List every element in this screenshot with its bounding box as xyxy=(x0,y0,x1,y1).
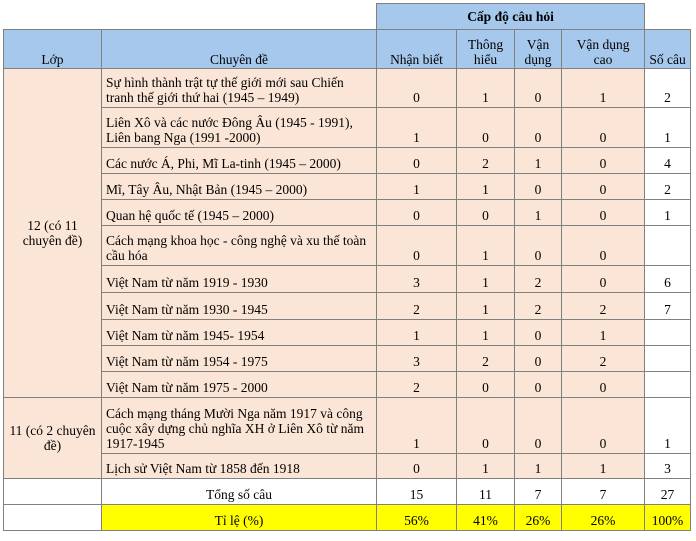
table-row xyxy=(4,266,691,293)
so-cau-value: 2 xyxy=(645,174,691,200)
van-dung-cao-value: 0 xyxy=(562,148,645,174)
van-dung-cao-value: 0 xyxy=(562,108,645,148)
van-dung-value: 0 xyxy=(515,372,562,398)
header-blank-topic xyxy=(102,4,377,30)
col-van-dung-header: Vận dụng xyxy=(515,30,562,69)
so-cau-value xyxy=(645,372,691,398)
header-row-2 xyxy=(4,30,691,69)
table-row xyxy=(4,148,691,174)
van-dung-cao-value: 0 xyxy=(562,398,645,454)
topic-cell: Liên Xô và các nước Đông Âu (1945 - 1991), Liên bang Nga (1991 -2000) xyxy=(102,108,377,148)
van-dung-cao-value: 1 xyxy=(562,320,645,346)
topic-cell: Các nước Á, Phi, Mĩ La-tinh (1945 – 2000) xyxy=(102,148,377,174)
table-row xyxy=(4,226,691,266)
so-cau-value: 1 xyxy=(645,200,691,226)
nhan-biet-value: 0 xyxy=(377,226,457,266)
table-row xyxy=(4,200,691,226)
nhan-biet-value: 1 xyxy=(377,108,457,148)
table-row xyxy=(4,372,691,398)
van-dung-cao-value: 0 xyxy=(562,174,645,200)
topic-cell: Việt Nam từ năm 1975 - 2000 xyxy=(102,372,377,398)
nhan-biet-value: 3 xyxy=(377,266,457,293)
topic-cell: Việt Nam từ năm 1945- 1954 xyxy=(102,320,377,346)
ratio-so-cau: 100% xyxy=(645,505,691,531)
van-dung-cao-value: 0 xyxy=(562,372,645,398)
totals-blank xyxy=(4,479,102,505)
van-dung-value: 2 xyxy=(515,293,562,320)
van-dung-cao-value: 2 xyxy=(562,293,645,320)
ratio-label: Tỉ lệ (%) xyxy=(102,505,377,531)
table-row xyxy=(4,346,691,372)
so-cau-value xyxy=(645,320,691,346)
topic-cell: Quan hệ quốc tế (1945 – 2000) xyxy=(102,200,377,226)
header-blank-left xyxy=(4,4,102,30)
table-row xyxy=(4,174,691,200)
nhan-biet-value: 0 xyxy=(377,69,457,108)
nhan-biet-value: 0 xyxy=(377,454,457,479)
ratio-thong-hieu: 41% xyxy=(457,505,515,531)
table-row xyxy=(4,69,691,108)
van-dung-value: 0 xyxy=(515,346,562,372)
so-cau-value xyxy=(645,346,691,372)
col-van-dung-cao-header: Vận dụng cao xyxy=(562,30,645,69)
thong-hieu-value: 1 xyxy=(457,266,515,293)
so-cau-value: 7 xyxy=(645,293,691,320)
so-cau-value: 2 xyxy=(645,69,691,108)
topic-cell: Cách mạng tháng Mười Nga năm 1917 và công cuộc xây dựng chủ nghĩa XH ở Liên Xô từ năm 1917-1945 xyxy=(102,398,377,454)
thong-hieu-value: 1 xyxy=(457,293,515,320)
table-row xyxy=(4,454,691,479)
grade-12-cell: 12 (có 11 chuyên đề) xyxy=(4,69,102,398)
van-dung-value: 0 xyxy=(515,398,562,454)
van-dung-value: 0 xyxy=(515,108,562,148)
col-chuyen-de-header: Chuyên đề xyxy=(102,30,377,69)
ratio-row xyxy=(4,505,691,531)
van-dung-cao-value: 2 xyxy=(562,346,645,372)
van-dung-value: 1 xyxy=(515,148,562,174)
thong-hieu-value: 1 xyxy=(457,454,515,479)
ratio-blank xyxy=(4,505,102,531)
nhan-biet-value: 1 xyxy=(377,174,457,200)
van-dung-cao-value: 0 xyxy=(562,266,645,293)
totals-van-dung-cao: 7 xyxy=(562,479,645,505)
totals-van-dung: 7 xyxy=(515,479,562,505)
nhan-biet-value: 3 xyxy=(377,346,457,372)
nhan-biet-value: 2 xyxy=(377,293,457,320)
so-cau-value xyxy=(645,226,691,266)
topic-cell: Mĩ, Tây Âu, Nhật Bản (1945 – 2000) xyxy=(102,174,377,200)
van-dung-value: 0 xyxy=(515,69,562,108)
nhan-biet-value: 2 xyxy=(377,372,457,398)
thong-hieu-value: 0 xyxy=(457,108,515,148)
van-dung-value: 0 xyxy=(515,174,562,200)
van-dung-value: 0 xyxy=(515,320,562,346)
totals-label: Tổng số câu xyxy=(102,479,377,505)
topic-cell: Lịch sử Việt Nam từ 1858 đến 1918 xyxy=(102,454,377,479)
topic-cell: Việt Nam từ năm 1919 - 1930 xyxy=(102,266,377,293)
topic-cell: Việt Nam từ năm 1954 - 1975 xyxy=(102,346,377,372)
ratio-nhan-biet: 56% xyxy=(377,505,457,531)
topic-cell: Cách mạng khoa học - công nghệ và xu thế toàn cầu hóa xyxy=(102,226,377,266)
table-row xyxy=(4,320,691,346)
col-so-cau-header: Số câu xyxy=(645,30,691,69)
thong-hieu-value: 0 xyxy=(457,200,515,226)
table-row xyxy=(4,398,691,454)
totals-nhan-biet: 15 xyxy=(377,479,457,505)
van-dung-value: 2 xyxy=(515,266,562,293)
topic-cell: Sự hình thành trật tự thế giới mới sau Chiến tranh thế giới thứ hai (1945 – 1949) xyxy=(102,69,377,108)
nhan-biet-value: 1 xyxy=(377,398,457,454)
thong-hieu-value: 1 xyxy=(457,69,515,108)
nhan-biet-value: 0 xyxy=(377,200,457,226)
thong-hieu-value: 1 xyxy=(457,174,515,200)
header-row-1 xyxy=(4,4,691,30)
thong-hieu-value: 2 xyxy=(457,148,515,174)
van-dung-value: 1 xyxy=(515,454,562,479)
van-dung-cao-value: 1 xyxy=(562,454,645,479)
totals-so-cau: 27 xyxy=(645,479,691,505)
totals-row xyxy=(4,479,691,505)
header-blank-right xyxy=(645,4,691,30)
col-lop-header: Lớp xyxy=(4,30,102,69)
thong-hieu-value: 1 xyxy=(457,226,515,266)
col-thong-hieu-header: Thông hiểu xyxy=(457,30,515,69)
so-cau-value: 1 xyxy=(645,108,691,148)
thong-hieu-value: 0 xyxy=(457,372,515,398)
so-cau-value: 1 xyxy=(645,398,691,454)
so-cau-value: 4 xyxy=(645,148,691,174)
van-dung-cao-value: 0 xyxy=(562,226,645,266)
question-matrix-table xyxy=(3,3,691,531)
so-cau-value: 6 xyxy=(645,266,691,293)
table-row xyxy=(4,108,691,148)
so-cau-value: 3 xyxy=(645,454,691,479)
cap-do-group-header: Cấp độ câu hỏi xyxy=(377,4,645,30)
van-dung-value: 1 xyxy=(515,200,562,226)
ratio-van-dung-cao: 26% xyxy=(562,505,645,531)
thong-hieu-value: 1 xyxy=(457,320,515,346)
thong-hieu-value: 0 xyxy=(457,398,515,454)
topic-cell: Việt Nam từ năm 1930 - 1945 xyxy=(102,293,377,320)
nhan-biet-value: 0 xyxy=(377,148,457,174)
table-row xyxy=(4,293,691,320)
van-dung-cao-value: 1 xyxy=(562,69,645,108)
grade-11-cell: 11 (có 2 chuyên đề) xyxy=(4,398,102,479)
van-dung-cao-value: 0 xyxy=(562,200,645,226)
nhan-biet-value: 1 xyxy=(377,320,457,346)
ratio-van-dung: 26% xyxy=(515,505,562,531)
thong-hieu-value: 2 xyxy=(457,346,515,372)
col-nhan-biet-header: Nhận biết xyxy=(377,30,457,69)
totals-thong-hieu: 11 xyxy=(457,479,515,505)
van-dung-value: 0 xyxy=(515,226,562,266)
